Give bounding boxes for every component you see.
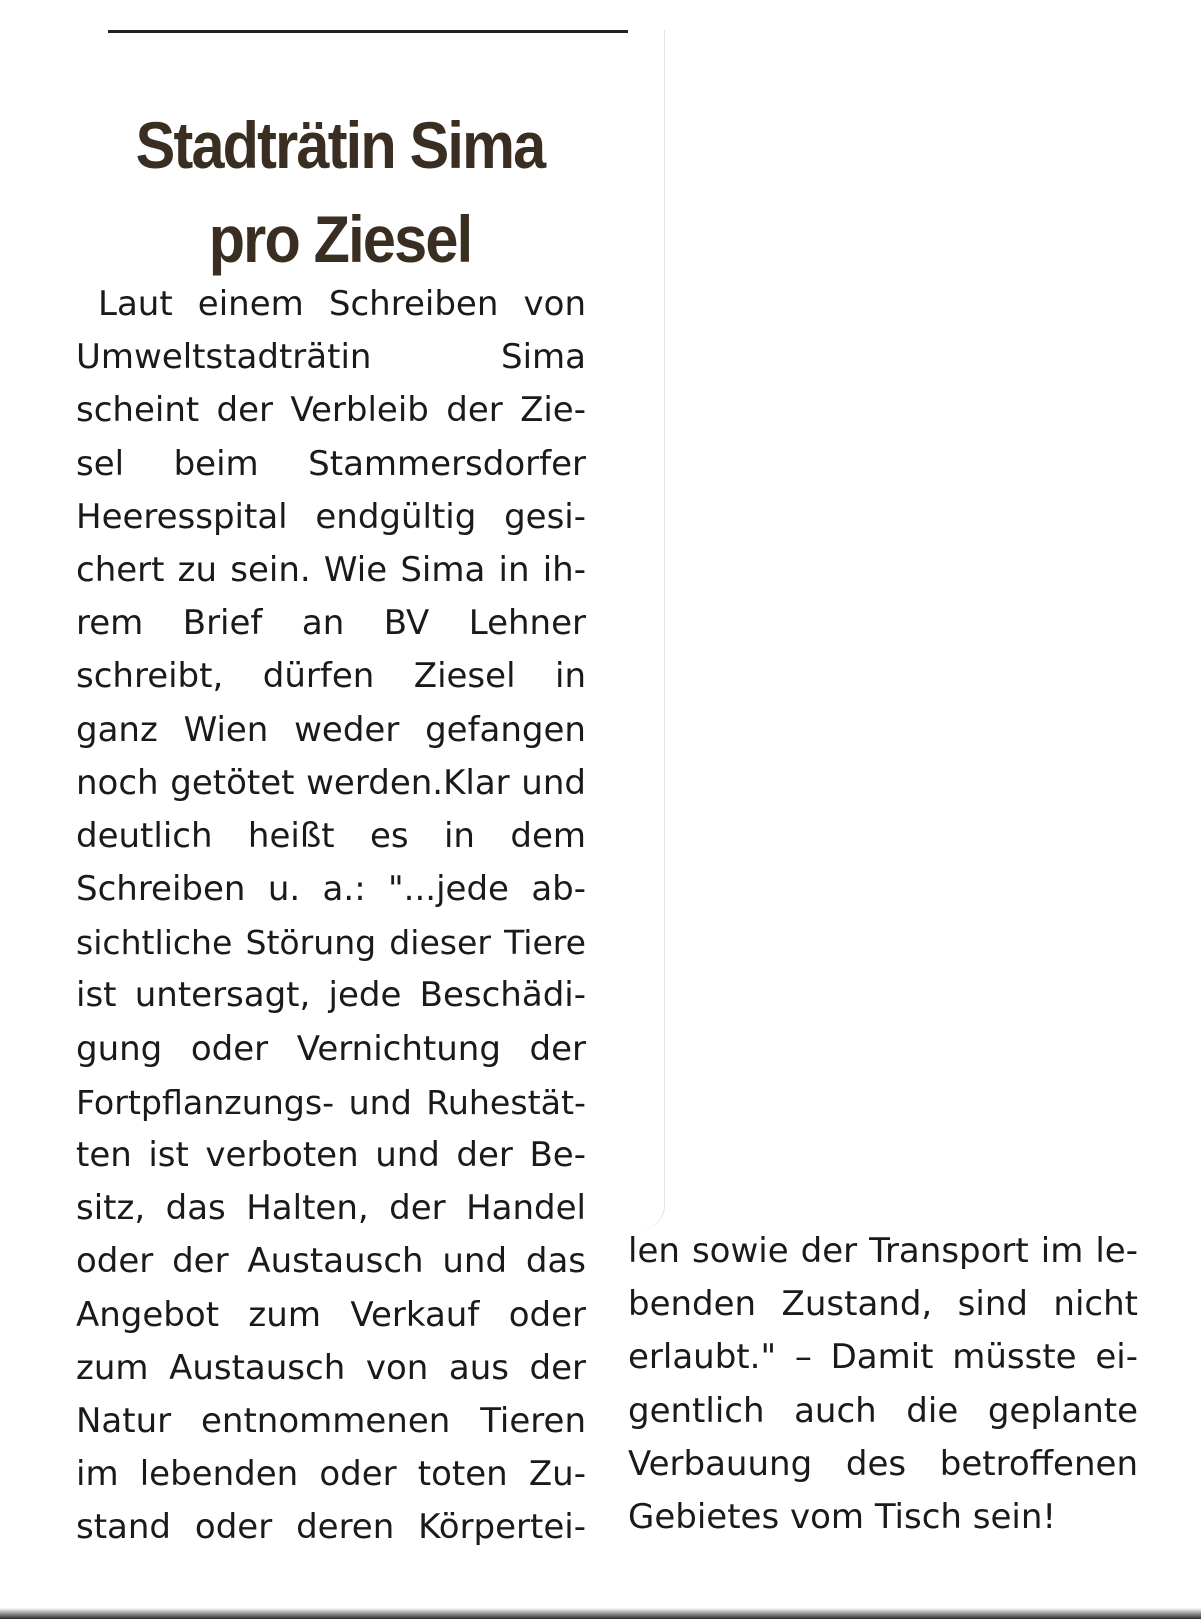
- body-line: gentlich auch die geplante: [628, 1390, 1138, 1431]
- article-headline: [97, 98, 583, 286]
- body-line: Laut einem Schreiben von: [98, 284, 586, 324]
- body-line: noch getötet werden.Klar und: [76, 762, 586, 803]
- body-line: ten ist verboten und der Be-: [76, 1135, 586, 1175]
- body-line: schreibt, dürfen Ziesel in: [76, 656, 586, 697]
- body-line: oder der Austausch und das: [76, 1241, 586, 1282]
- body-line: ganz Wien weder gefangen: [76, 709, 586, 750]
- body-line: Gebietes vom Tisch sein!: [628, 1496, 1057, 1537]
- body-line: rem Brief an BV Lehner: [76, 603, 586, 644]
- body-line: len sowie der Transport im le-: [628, 1231, 1138, 1271]
- body-line: ist untersagt, jede Beschädi-: [76, 975, 586, 1016]
- body-line: Verbauung des betroffenen: [628, 1443, 1138, 1484]
- body-line: zum Austausch von aus der: [76, 1347, 586, 1388]
- body-line: erlaubt." – Damit müsste ei-: [628, 1337, 1138, 1378]
- body-line: stand oder deren Körpertei-: [76, 1507, 586, 1548]
- body-line: sitz, das Halten, der Handel: [76, 1188, 586, 1229]
- body-line: chert zu sein. Wie Sima in ih-: [76, 549, 586, 590]
- body-line: Schreiben u. a.: "...jede ab-: [76, 869, 586, 910]
- body-line: sel beim Stammersdorfer: [76, 443, 586, 484]
- body-line: benden Zustand, sind nicht: [628, 1284, 1138, 1325]
- body-line: Angebot zum Verkauf oder: [76, 1294, 586, 1335]
- body-line: Umweltstadträtin Sima: [76, 337, 586, 378]
- bottom-scan-edge: [0, 1608, 1201, 1619]
- body-line: gung oder Vernichtung der: [76, 1028, 586, 1069]
- body-line: Heeresspital endgültig gesi-: [76, 496, 586, 537]
- body-line: im lebenden oder toten Zu-: [76, 1454, 586, 1495]
- body-line: Natur entnommenen Tieren: [76, 1400, 586, 1441]
- body-line: sichtliche Störung dieser Tiere: [76, 923, 586, 963]
- top-rule: [108, 30, 628, 33]
- headline-line-2: pro Ziesel: [208, 202, 472, 276]
- headline-line-1: Stadträtin Sima: [135, 108, 545, 182]
- body-line: Fortpflanzungs- und Ruhestät-: [76, 1082, 586, 1122]
- clipping-cut-edge: [640, 30, 665, 1230]
- body-line: scheint der Verbleib der Zie-: [76, 390, 586, 431]
- article-column-2: [628, 1225, 1138, 1544]
- article-column-1: [76, 278, 586, 1555]
- body-line: deutlich heißt es in dem: [76, 815, 586, 856]
